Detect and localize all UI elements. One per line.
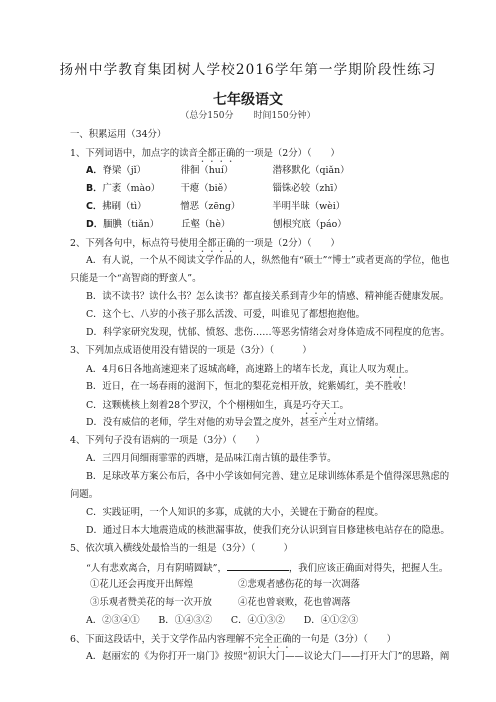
question-3-stem: 3、下列加点成语使用没有错误的一项是（3分）（ ） xyxy=(70,345,312,356)
question-4-option-c: C．实践证明，一个人知识的多寡，成就的大小，关键在于勤奋的程度。 xyxy=(86,507,384,518)
question-2-option-d: D．科学家研究发现，忧郁、愤怒、悲伤……等恶劣情绪会对身体造成不同程度的危害。 xyxy=(86,327,450,338)
question-3-option-a: A．4月6日各地高速迎来了返城高峰，高速路上的堵车长龙，真让人叹为观止。 xyxy=(86,364,415,375)
question-5-choices-row-2: ③乐观者赞美花的每一次开放 ④花也曾衰败，花也曾凋落 xyxy=(90,597,351,608)
document-title: 扬州中学教育集团树人学校2016学年第一学期阶段性练习 xyxy=(59,62,437,78)
question-2-stem: 2、下列各句中，标点符号使用全都正确的一项是（2分）（ ） xyxy=(70,238,340,249)
question-3-option-c: C．这颗桃核上刻着28个罗汉，个个栩栩如生，真是巧夺天工。 xyxy=(86,400,349,411)
emphasis-text: 全都正确 xyxy=(197,238,236,249)
question-5-quote: “人有悲欢离合，月有阴晴圆缺”， ，我们应该正确面对得失，把握人生。 xyxy=(86,563,449,574)
question-6-stem: 6、下面这段话中，关于文学作品内容理解不完全正确的一句是（3分）（ ） xyxy=(70,634,397,645)
document-subtitle: 七年级语文 xyxy=(213,92,283,108)
question-4-option-d: D．通过日本大地震造成的核泄漏事故，使我们充分认识到盲目修建核电站存在的隐患。 xyxy=(86,525,450,536)
question-1-option-b: B．广袤（mào） 干瘪（biě） 锱铢必较（zhī） xyxy=(86,183,343,194)
question-5-choices-row-1: ①花儿还会再度开出辉煌 ②悲观者感伤花的每一次凋落 xyxy=(90,579,360,590)
question-4-option-a: A．三四月间细雨霏霏的西塘，是品味江南古镇的最佳季节。 xyxy=(86,453,337,464)
question-2-option-b: B．读不读书？读什么书？怎么读书？都直接关系到青少年的情感、精神能否健康发展。 xyxy=(86,291,450,302)
question-3-option-d: D．没有威信的老师，学生对他的劝导会置之度外，甚至产生对立情绪。 xyxy=(86,417,385,428)
question-1-option-c: C．拂刷（tì） 憎恶（zēng） 半明半昧（wèi） xyxy=(86,201,346,212)
fill-blank xyxy=(227,562,289,571)
question-5-answers: A．②③④① B．①④③② C．④①③② D．④①②③ xyxy=(86,615,359,626)
question-1-stem: 1、下列词语中，加点字的读音全都正确的一项是（2分）（ ） xyxy=(70,148,340,159)
question-4-option-b: B．足球改革方案公布后，各中小学该如何完善、建立足球训练体系是个值得深思熟虑的 xyxy=(86,471,450,482)
question-2-option-a-cont: 只能是一个“高智商的野蛮人”。 xyxy=(70,273,202,284)
question-2-option-c: C．这个七、八岁的小孩子那么活泼、可爱，叫谁见了都想抱抱他。 xyxy=(86,309,366,320)
question-5-stem: 5、依次填入横线处最恰当的一组是（3分）（ ） xyxy=(70,543,293,554)
question-1-option-a: A．脊梁（jǐ） 徘徊（huí） 潜移默化（qiǎn） xyxy=(86,165,350,176)
question-1-option-d: D．腼腆（tiǎn） 丘壑（hè） 刨根究底（páo） xyxy=(86,219,347,230)
question-4-stem: 4、下列句子没有语病的一项是（3分）（ ） xyxy=(70,435,265,446)
question-6-option-a: A．赵丽宏的《为你打开一扇门》按照“初识大门——议论大门——打开大门”的思路，阐 xyxy=(86,651,450,662)
time-limit: 时间150分钟） xyxy=(253,111,316,121)
question-2-option-a: A．有人说，一个从不阅读文学作品的人，纵然他有“硕士”“博士”或者更高的学位，他也 xyxy=(86,255,450,266)
exam-meta xyxy=(0,112,496,121)
question-4-option-b-cont: 问题。 xyxy=(70,489,99,500)
emphasis-text: 不完全正确 xyxy=(244,634,292,645)
question-3-option-b: B．近日，在一场春雨的滋润下，恒北的梨花竞相开放，姹紫嫣红，美不胜收！ xyxy=(86,381,412,392)
total-score: （总分150分 xyxy=(180,111,234,121)
emphasis-text: 全都正确 xyxy=(197,148,236,159)
section-heading: 一、积累运用（34分） xyxy=(70,129,167,140)
